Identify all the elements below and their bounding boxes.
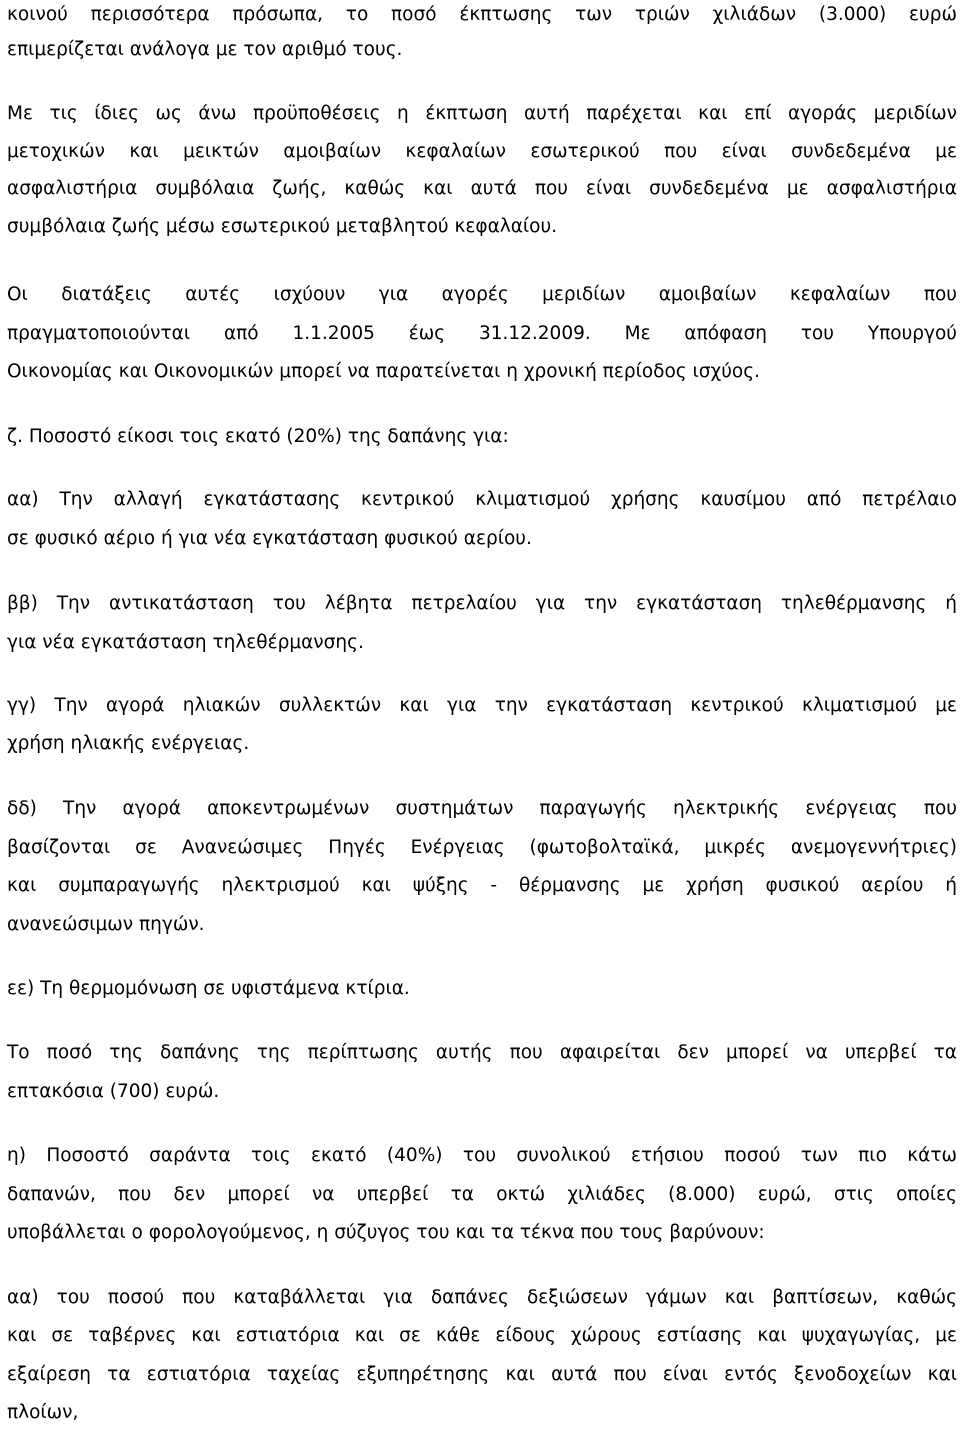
text-line: πλοίων, — [7, 1402, 79, 1423]
text-line: δδ) Την αγορά αποκεντρωμένων συστημάτων παραγωγής ηλεκτρικής ενέργειας που — [7, 798, 957, 819]
text-line: αα) του ποσού που καταβάλλεται για δαπάνες δεξιώσεων γάμων και βαπτίσεων, καθώς — [7, 1287, 957, 1308]
text-line: επιμερίζεται ανάλογα με τον αριθμό τους. — [7, 39, 403, 60]
text-line: μετοχικών και μεικτών αμοιβαίων κεφαλαίων εσωτερικού που είναι συνδεδεμένα με — [7, 141, 957, 162]
text-line: και σε ταβέρνες και εστιατόρια και σε κάθε είδους χώρους εστίασης και ψυχαγωγίας, με — [7, 1325, 957, 1346]
text-line: ασφαλιστήρια συμβόλαια ζωής, καθώς και αυτά που είναι συνδεδεμένα με ασφαλιστήρια — [7, 178, 957, 199]
text-line: γγ) Την αγορά ηλιακών συλλεκτών και για την εγκατάσταση κεντρικού κλιματισμού με — [7, 695, 957, 716]
text-line: Οι διατάξεις αυτές ισχύουν για αγορές μεριδίων αμοιβαίων κεφαλαίων που — [7, 284, 957, 305]
text-line: επτακόσια (700) ευρώ. — [7, 1081, 220, 1102]
text-line: εε) Τη θερμομόνωση σε υφιστάμενα κτίρια. — [7, 978, 410, 999]
section-heading-z: ζ. Ποσοστό είκοσι τοις εκατό (20%) της δαπάνης για: — [7, 426, 509, 447]
text-line: για νέα εγκατάσταση τηλεθέρμανσης. — [7, 632, 364, 653]
text-line: αα) Την αλλαγή εγκατάστασης κεντρικού κλιματισμού χρήσης καυσίμου από πετρέλαιο — [7, 489, 957, 510]
text-line: υποβάλλεται ο φορολογούμενος, η σύζυγος του και τα τέκνα που τους βαρύνουν: — [7, 1222, 765, 1243]
text-line: συμβόλαια ζωής μέσω εσωτερικού μεταβλητού κεφαλαίου. — [7, 216, 558, 237]
text-line: χρήση ηλιακής ενέργειας. — [7, 733, 250, 754]
text-line: και συμπαραγωγής ηλεκτρισμού και ψύξης - θέρμανσης με χρήση φυσικού αερίου ή — [7, 875, 957, 896]
section-heading-h: η) Ποσοστό σαράντα τοις εκατό (40%) του συνολικού ετήσιου ποσού των πιο κάτω — [7, 1145, 957, 1166]
text-line: πραγματοποιούνται από 1.1.2005 έως 31.12.2009. Με απόφαση του Υπουργού — [7, 323, 957, 344]
text-line: ββ) Την αντικατάσταση του λέβητα πετρελαίου για την εγκατάσταση τηλεθέρμανσης ή — [7, 593, 957, 614]
text-line: Με τις ίδιες ως άνω προϋποθέσεις η έκπτωση αυτή παρέχεται και επί αγοράς μεριδίων — [7, 103, 957, 124]
text-line: Οικονομίας και Οικονομικών μπορεί να παρατείνεται η χρονική περίοδος ισχύος. — [7, 361, 760, 382]
text-line: κοινού περισσότερα πρόσωπα, το ποσό έκπτωσης των τριών χιλιάδων (3.000) ευρώ — [7, 4, 957, 25]
text-line: βασίζονται σε Ανανεώσιμες Πηγές Ενέργειας (φωτοβολταϊκά, μικρές ανεμογεννήτριες) — [7, 837, 957, 858]
text-line: δαπανών, που δεν μπορεί να υπερβεί τα οκτώ χιλιάδες (8.000) ευρώ, στις οποίες — [7, 1184, 957, 1205]
text-line: ανανεώσιμων πηγών. — [7, 914, 205, 935]
text-line: Το ποσό της δαπάνης της περίπτωσης αυτής που αφαιρείται δεν μπορεί να υπερβεί τα — [7, 1042, 957, 1063]
text-line: σε φυσικό αέριο ή για νέα εγκατάσταση φυσικού αερίου. — [7, 528, 532, 549]
text-line: εξαίρεση τα εστιατόρια ταχείας εξυπηρέτησης και αυτά που είναι εντός ξενοδοχείων και — [7, 1364, 957, 1385]
